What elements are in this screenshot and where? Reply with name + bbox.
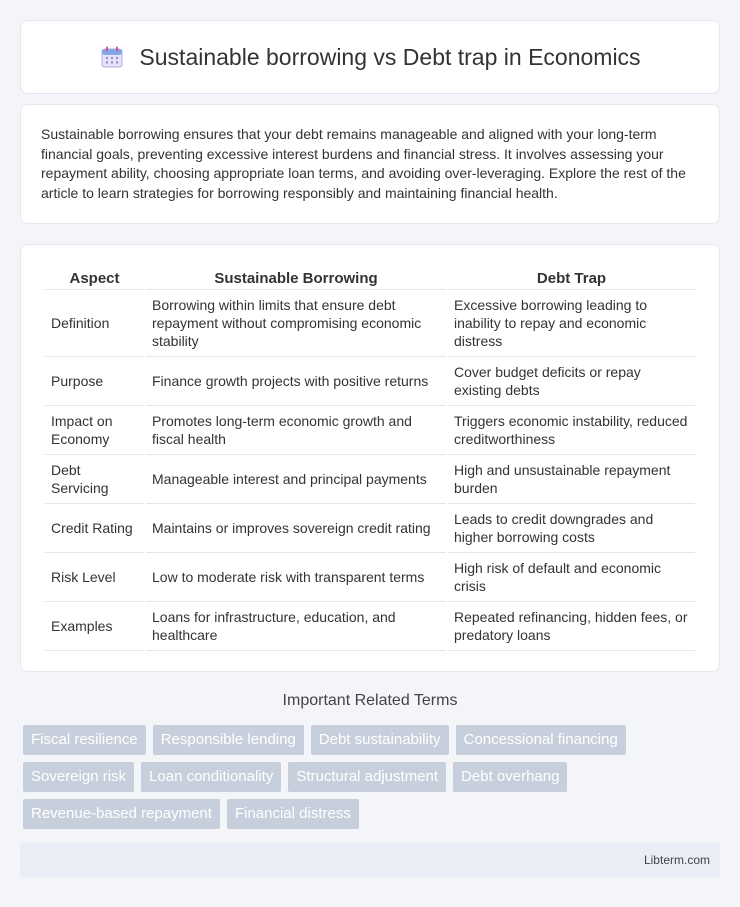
cell-sustainable: Manageable interest and principal payments	[146, 455, 446, 504]
cell-aspect: Credit Rating	[45, 504, 144, 553]
table-row	[45, 504, 695, 553]
cell-debt-trap: High and unsustainable repayment burden	[448, 455, 695, 504]
cell-sustainable: Low to moderate risk with transparent terms	[146, 553, 446, 602]
page-title	[99, 44, 640, 71]
footer-brand-link[interactable]: Libterm.com	[643, 853, 710, 867]
cell-sustainable: Borrowing within limits that ensure debt repayment without compromising economic stability	[146, 290, 446, 357]
footer	[20, 843, 720, 877]
term-tag[interactable]: Concessional financing	[456, 725, 626, 755]
calendar-icon	[99, 44, 125, 70]
term-tag[interactable]: Revenue-based repayment	[23, 799, 220, 829]
comparison-card	[20, 244, 720, 672]
header-debt-trap: Debt Trap	[448, 265, 695, 290]
intro-card	[20, 104, 720, 224]
term-tag[interactable]: Sovereign risk	[23, 762, 134, 792]
term-tag[interactable]: Responsible lending	[153, 725, 304, 755]
table-row	[45, 455, 695, 504]
cell-debt-trap: Repeated refinancing, hidden fees, or predatory loans	[448, 602, 695, 651]
table-row	[45, 602, 695, 651]
cell-sustainable: Loans for infrastructure, education, and healthcare	[146, 602, 446, 651]
cell-debt-trap: Triggers economic instability, reduced creditworthiness	[448, 406, 695, 455]
table-header-row	[45, 265, 695, 290]
cell-aspect: Debt Servicing	[45, 455, 144, 504]
term-tag[interactable]: Debt sustainability	[311, 725, 449, 755]
table-row	[45, 290, 695, 357]
header-sustainable: Sustainable Borrowing	[146, 265, 446, 290]
cell-aspect: Purpose	[45, 357, 144, 406]
term-tag[interactable]: Loan conditionality	[141, 762, 281, 792]
cell-debt-trap: Cover budget deficits or repay existing debts	[448, 357, 695, 406]
cell-aspect: Impact on Economy	[45, 406, 144, 455]
intro-text: Sustainable borrowing ensures that your debt remains manageable and aligned with your long-term financial goals, preventing excessive interest burdens and financial stress. It involves assessing your repayment ability, choosing appropriate loan terms, and avoiding over-leveraging. Explore the rest of the article to learn strategies for borrowing responsibly and maintaining financial health.	[41, 126, 686, 201]
cell-debt-trap: Leads to credit downgrades and higher borrowing costs	[448, 504, 695, 553]
cell-sustainable: Finance growth projects with positive returns	[146, 357, 446, 406]
cell-debt-trap: Excessive borrowing leading to inability to repay and economic distress	[448, 290, 695, 357]
cell-aspect: Examples	[45, 602, 144, 651]
term-tag[interactable]: Fiscal resilience	[23, 725, 146, 755]
cell-sustainable: Maintains or improves sovereign credit rating	[146, 504, 446, 553]
title-card	[20, 20, 720, 94]
comparison-table	[43, 265, 697, 651]
header-aspect: Aspect	[45, 265, 144, 290]
cell-debt-trap: High risk of default and economic crisis	[448, 553, 695, 602]
page-title-text: Sustainable borrowing vs Debt trap in Economics	[139, 43, 641, 70]
term-tag[interactable]: Financial distress	[227, 799, 359, 829]
related-terms-title: Important Related Terms	[282, 692, 458, 709]
table-row	[45, 357, 695, 406]
cell-aspect: Risk Level	[45, 553, 144, 602]
table-row	[45, 553, 695, 602]
cell-sustainable: Promotes long-term economic growth and fiscal health	[146, 406, 446, 455]
term-tag[interactable]: Debt overhang	[453, 762, 567, 792]
term-tag[interactable]: Structural adjustment	[288, 762, 446, 792]
table-row	[45, 406, 695, 455]
related-terms-tags	[23, 725, 723, 836]
cell-aspect: Definition	[45, 290, 144, 357]
